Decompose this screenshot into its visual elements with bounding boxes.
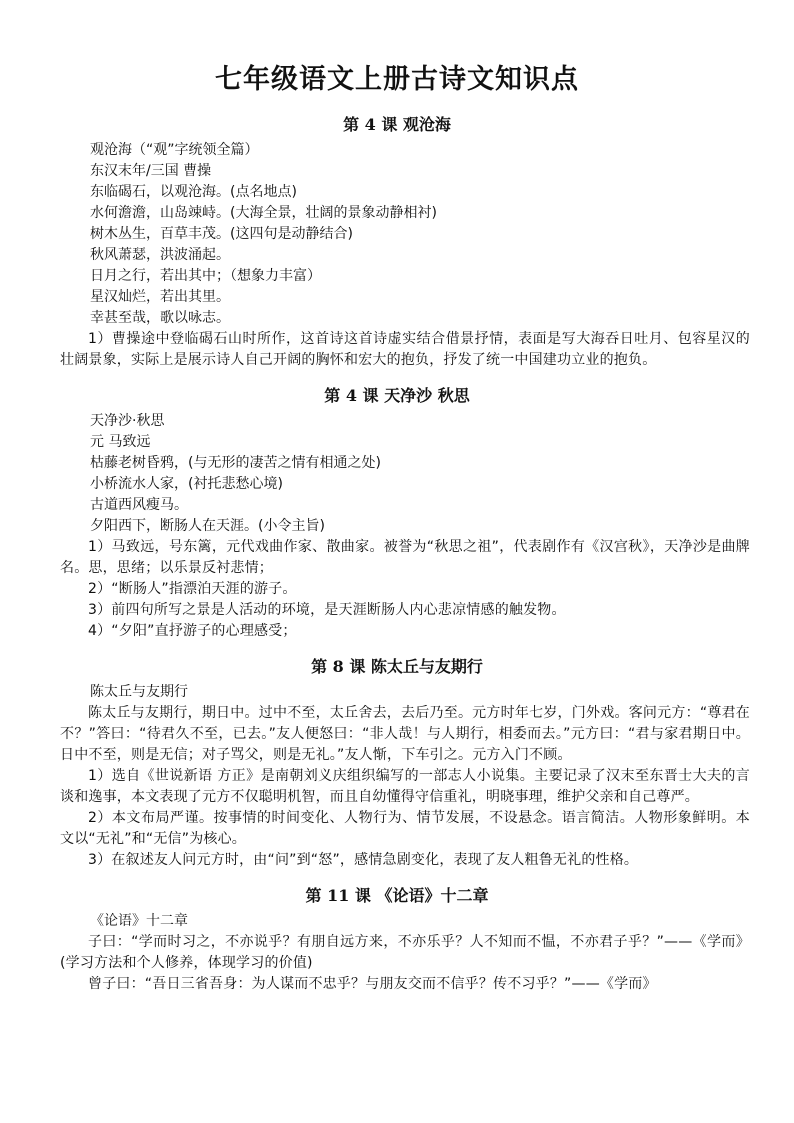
note-paragraph: 1）曹操途中登临碣石山时所作，这首诗这首诗虚实结合借景抒情，表面是写大海吞日吐月、包容星汉的壮阔景象，实际上是展示诗人自己开阔的胸怀和宏大的抱负，抒发了统一中国建功立业的抱负。 — [60, 331, 750, 368]
poem-line: 元 马致远 — [90, 434, 151, 450]
section-heading: 第 4 课 天净沙 秋思 — [324, 386, 470, 405]
section-lun-yu — [0, 881, 794, 995]
poem-line: 小桥流水人家，(衬托悲愁心境) — [90, 476, 283, 492]
text-paragraph: 曾子曰：“吾日三省吾身：为人谋而不忠乎？与朋友交而不信乎？传不习乎？”——《学而》 — [88, 976, 657, 992]
section-heading: 第 8 课 陈太丘与友期行 — [311, 657, 483, 676]
poem-line: 东临碣石，以观沧海。(点名地点) — [90, 184, 297, 200]
section-heading: 第 11 课 《论语》十二章 — [305, 886, 489, 905]
document-title: 七年级语文上册古诗文知识点 — [215, 64, 579, 95]
note-paragraph: 4）“夕阳”直抒游子的心理感受； — [88, 623, 297, 639]
note-paragraph: 1）马致远，号东篱，元代戏曲作家、散曲家。被誉为“秋思之祖”，代表剧作有《汉宫秋》，天净沙是曲牌名。思，思绪；以乐景反衬悲情； — [60, 539, 750, 576]
poem-line: 枯藤老树昏鸦，(与无形的凄苦之情有相通之处) — [90, 455, 381, 471]
poem-line: 幸甚至哉，歌以咏志。 — [90, 310, 230, 326]
poem-line: 树木丛生，百草丰茂。(这四句是动静结合) — [90, 226, 353, 242]
poem-line: 夕阳西下，断肠人在天涯。(小令主旨) — [90, 518, 325, 534]
poem-line: 天净沙·秋思 — [90, 413, 165, 429]
text-title-line: 陈太丘与友期行 — [90, 684, 188, 700]
document-content — [0, 110, 794, 995]
poem-line: 秋风萧瑟，洪波涌起。 — [90, 247, 230, 263]
note-paragraph: 3）在叙述友人问元方时，由“问”到“怒”，感情急剧变化，表现了友人粗鲁无礼的性格。 — [88, 852, 639, 868]
section-heading: 第 4 课 观沧海 — [343, 115, 451, 134]
text-title-line: 《论语》十二章 — [90, 913, 188, 929]
text-paragraph: 子曰：“学而时习之，不亦说乎？有朋自远方来，不亦乐乎？人不知而不愠，不亦君子乎？”——《学而》(学习方法和个人修养，体现学习的价值) — [60, 934, 750, 971]
poem-line: 东汉末年/三国 曹操 — [90, 163, 212, 179]
section-guan-cang-hai — [0, 110, 794, 371]
note-paragraph: 1）选自《世说新语 方正》是南朝刘义庆组织编写的一部志人小说集。主要记录了汉末至东晋士大夫的言谈和逸事，本文表现了元方不仅聪明机智，而且自幼懂得守信重礼，明晓事理，维护父亲和自己尊严。 — [60, 768, 750, 805]
poem-line: 星汉灿烂，若出其里。 — [90, 289, 230, 305]
section-tian-jing-sha — [0, 381, 794, 642]
note-paragraph: 2）本文布局严谨。按事情的时间变化、人物行为、情节发展，不设悬念。语言简洁。人物形象鲜明。本文以“无礼”和“无信”为核心。 — [60, 810, 750, 847]
poem-line: 水何澹澹，山岛竦峙。(大海全景，壮阔的景象动静相衬) — [90, 205, 437, 221]
note-paragraph: 3）前四句所写之景是人活动的环境，是天涯断肠人内心悲凉情感的触发物。 — [88, 602, 566, 618]
poem-line: 观沧海（“观”字统领全篇） — [90, 142, 259, 158]
poem-line: 古道西风瘦马。 — [90, 497, 188, 513]
poem-line: 日月之行，若出其中；（想象力丰富） — [90, 268, 321, 284]
section-chen-tai-qiu — [0, 652, 794, 871]
text-paragraph: 陈太丘与友期行，期日中。过中不至，太丘舍去，去后乃至。元方时年七岁，门外戏。客问元方：“尊君在不？”答曰：“待君久不至，已去。”友人便怒曰：“非人哉！与人期行，相委而去。”元方曰：“君与家君期日中。日中不至，则是无信；对子骂父，则是无礼。”友人惭，下车引之。元方入门不顾。 — [60, 705, 750, 763]
note-paragraph: 2）“断肠人”指漂泊天涯的游子。 — [88, 581, 297, 597]
